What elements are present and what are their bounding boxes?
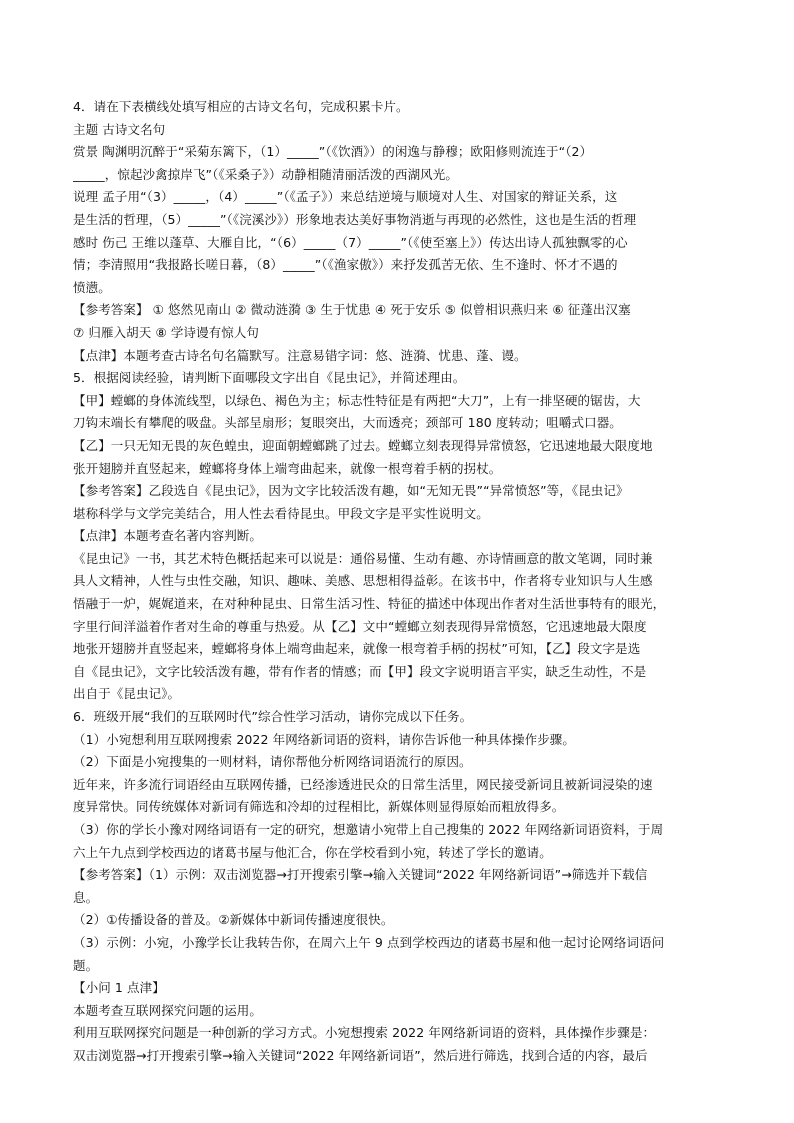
card-row-emotion: 感时 伤己 王维以蓬草、大雁自比，“（6）_____（7）_____”（《使至塞上》）传达出诗人孤独飘零的心 (73, 234, 628, 250)
answer-6-2: （2）①传播设备的普及。②新媒体中新词传播速度很快。 (73, 912, 394, 928)
passage-jia: 【甲】螳螂的身体流线型，以绿色、褐色为主；标志性特征是有两把“大刀”，上有一排坚硬的锯齿，大 (73, 392, 641, 408)
card-row-reasoning: 说理 孟子用“（3）_____，（4）_____”（《孟子》）来总结逆境与顺境对人生、对国家的辩证关系，这 (73, 189, 618, 205)
question-4-stem: 4．请在下表横线处填写相应的古诗文名句，完成积累卡片。 (73, 99, 409, 114)
question-6-part-2: （2）下面是小宛搜集的一则材料，请你帮他分析网络词语流行的原因。 (73, 754, 472, 770)
note-5-body-6: 自《昆虫记》，文字比较活泼有趣，带有作者的情感；而【甲】段文字说明语言平实，缺乏生动性，不是 (73, 663, 647, 679)
question-6-stem: 6．班级开展“我们的互联网时代”综合性学习活动，请你完成以下任务。 (73, 709, 473, 725)
card-row-emotion-cont: 情；李清照用“我报路长嗟日暮，（8）_____”（《渔家傲》）来抒发孤苦无依、生不逢时、怀才不遇的 (73, 257, 618, 273)
note-5-body-5: 地张开翅膀并直竖起来，螳螂将身体上端弯曲起来，就像一根弯着手柄的拐杖”可知，【乙】段文字是选 (73, 641, 641, 657)
question-6-part-3: （3）你的学长小豫对网络词语有一定的研究，想邀请小宛带上自己搜集的 2022 年网络新词语资料，于周 (73, 822, 664, 837)
material-text-2: 度异常快。同传统媒体对新词有筛选和冷却的过程相比，新媒体则显得原始而粗放得多。 (73, 799, 565, 815)
material-text-1: 近年来，许多流行词语经由互联网传播，已经渗透进民众的日常生活里，网民接受新词且被新词浸染的速 (73, 776, 653, 792)
note-5-body-2: 具人文精神，人性与虫性交融，知识、趣味、美感、思想相得益彰。在该书中，作者将专业知识与人生感 (73, 573, 653, 589)
document-page (73, 96, 723, 1068)
answer-6-1-cont: 息。 (73, 889, 99, 905)
passage-yi-cont: 张开翅膀并直竖起来，螳螂将身体上端弯曲起来，就像一根弯着手柄的拐杖。 (73, 460, 502, 476)
note-5: 【点津】本题考查名著内容判断。 (73, 528, 263, 544)
card-row-emotion-end: 愤懑。 (73, 279, 111, 295)
question-6-part-1: （1）小宛想利用互联网搜索 2022 年网络新词语的资料，请你告诉他一种具体操作步骤。 (73, 731, 576, 747)
note-6-1-heading: 【小问 1 点津】 (73, 980, 165, 996)
question-5-stem: 5．根据阅读经验，请判断下面哪段文字出自《昆虫记》，并简述理由。 (73, 370, 466, 386)
note-5-body-1: 《昆虫记》一书，其艺术特色概括起来可以说是：通俗易懂、生动有趣、亦诗情画意的散文笔调，同时兼 (73, 550, 653, 566)
answer-5-cont: 堪称科学与文学完美结合，用人性去看待昆虫。甲段文字是平实性说明文。 (73, 505, 489, 521)
card-row-scenery: 赏景 陶渊明沉醉于“采菊东篱下，（1）_____”（《饮酒》）的闲逸与静穆；欧阳修则流连于“（2） (73, 144, 593, 160)
passage-yi: 【乙】一只无知无畏的灰色蝗虫，迎面朝螳螂跳了过去。螳螂立刻表现得异常愤怒，它迅速地最大限度地 (73, 437, 653, 453)
question-6-part-3-cont: 六上午九点到学校西边的诸葛书屋与他汇合，你在学校看到小宛，转述了学长的邀请。 (73, 844, 552, 860)
answer-6-3: （3）示例：小宛，小豫学长让我转告你，在周六上午 9 点到学校西边的诸葛书屋和他一起讨论网络词语问 (73, 934, 665, 950)
card-row-scenery-cont: _____，惊起沙禽掠岸飞”（《采桑子》）动静相随清丽活泼的西湖风光。 (73, 166, 458, 182)
passage-jia-cont: 刀钩末端长有攀爬的吸盘。头部呈扇形；复眼突出，大而透亮；颈部可 180 度转动；咀嚼式口器。 (73, 415, 622, 431)
answer-4: 【参考答案】 ① 悠然见南山 ② 微动涟漪 ③ 生于忧患 ④ 死于安乐 ⑤ 似曾相识燕归来 ⑥ 征蓬出汉塞 (73, 302, 631, 318)
note-6-1-topic: 本题考查互联网探究问题的运用。 (73, 1002, 263, 1018)
answer-5: 【参考答案】乙段选自《昆虫记》，因为文字比较活泼有趣，如“无知无畏”“异常愤怒”等，《昆虫记》 (73, 483, 629, 499)
note-6-1-body-2: 双击浏览器→打开搜索引擎→输入关键词“2022 年网络新词语”，然后进行筛选，找到合适的内容，最后 (73, 1047, 648, 1063)
note-4: 【点津】本题考查古诗名句名篇默写。注意易错字词：悠、涟漪、忧患、蓬、谩。 (73, 347, 527, 363)
card-row-reasoning-cont: 是生活的哲理，（5）_____”（《浣溪沙》）形象地表达美好事物消逝与再现的必然性，这也是生活的哲理 (73, 211, 637, 227)
answer-4-cont: ⑦ 归雁入胡天 ⑧ 学诗谩有惊人句 (73, 324, 260, 340)
note-5-body-3: 悟融于一炉，娓娓道来，在对种种昆虫、日常生活习性、特征的描述中体现出作者对生活世事特有的眼光， (73, 596, 666, 612)
answer-6-3-cont: 题。 (73, 957, 99, 973)
note-5-body-7: 出自于《昆虫记》。 (73, 686, 181, 702)
note-5-body-4: 字里行间洋溢着作者对生命的尊重与热爱。从【乙】文中“螳螂立刻表现得异常愤怒，它迅速地最大限度 (73, 618, 647, 634)
note-6-1-body-1: 利用互联网探究问题是一种创新的学习方式。小宛想搜索 2022 年网络新词语的资料，具体操作步骤是： (73, 1025, 656, 1041)
answer-6-1: 【参考答案】（1）示例：双击浏览器→打开搜索引擎→输入关键词“2022 年网络新词语”→筛选并下载信 (73, 867, 648, 883)
card-header: 主题 古诗文名句 (73, 121, 166, 137)
